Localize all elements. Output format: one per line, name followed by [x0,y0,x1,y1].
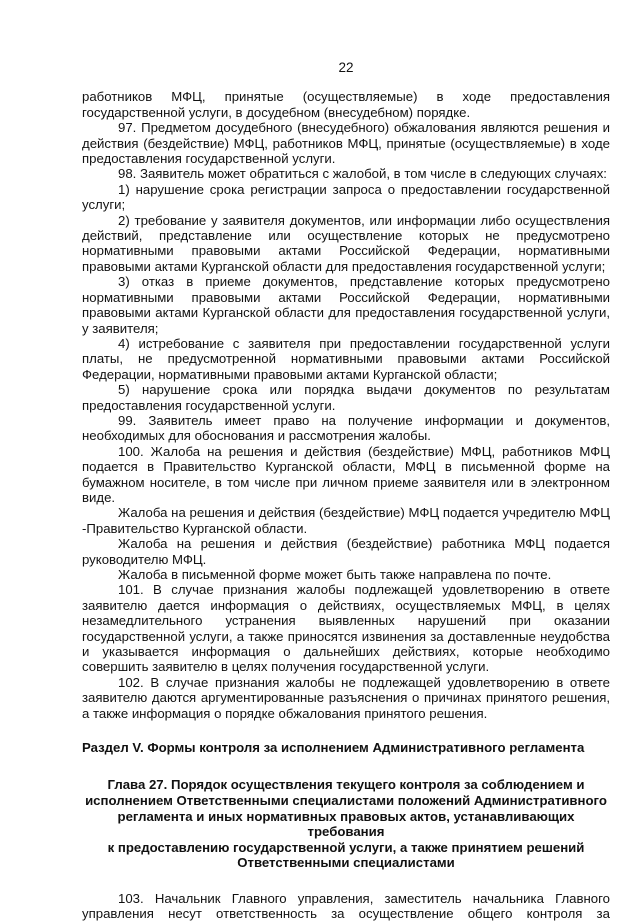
chapter-title [82,777,610,871]
document-page [82,60,610,922]
final-paragraph-first-line: 103. Начальник Главного управления, заместитель начальника Главного [118,891,610,907]
page-number: 22 [338,60,354,75]
paragraph: 98. Заявитель может обратиться с жалобой, в том числе в следующих случаях: [118,166,607,182]
chapter-title-line: регламента и иных нормативных правовых актов, устанавливающих требования [117,808,575,840]
chapter-title-line: Глава 27. Порядок осуществления текущего контроля за соблюдением и [107,777,585,793]
paragraph: 97. Предметом досудебного (внесудебного) обжалования являются решения и действия (бездействие) МФЦ, работников МФЦ, принятые (осуществляемые) в ходе предоставления государственной услуги. [82,120,610,167]
paragraph: 3) отказ в приеме документов, представление которых предусмотрено нормативными правовыми актами Российской Федерации, нормативными правовыми актами Курганской области для предоставления государственной услуги, у заявителя; [82,274,610,336]
word: за [596,906,610,922]
paragraph: работников МФЦ, принятые (осуществляемые) в ходе предоставления государственной услуги, в досудебном (внесудебном) порядке. [82,89,610,120]
section-title: Раздел V. Формы контроля за исполнением Административного регламента [82,740,585,756]
chapter-title-line: исполнением Ответственными специалистами положений Административного [85,793,607,809]
paragraphs-block [82,89,610,721]
paragraph: Жалоба в письменной форме может быть также направлена по почте. [118,567,552,582]
paragraph: 100. Жалоба на решения и действия (бездействие) МФЦ, работников МФЦ подается в Правительство Курганской области, МФЦ в письменной форме на бумажном носителе, в том числе при личном приеме заявителя или в электронном виде. [82,443,610,505]
paragraph: 2) требование у заявителя документов, или информации либо осуществления действий, представление или осуществление которых не предусмотрено нормативными правовыми актами Российской Федерации, нормативными правовыми актами Курганской области для предоставления государственной услуги; [82,212,610,274]
word: ответственность [216,906,318,922]
final-paragraph-last-line [82,906,610,921]
word: за [331,906,345,922]
paragraph: 5) нарушение срока или порядка выдачи документов по результатам предоставления государственной услуги. [82,382,610,413]
word: управления [82,906,154,922]
paragraph: 102. В случае признания жалобы не подлежащей удовлетворению в ответе заявителю даются аргументированные разъяснения о причинах принятого решения, а также информация о порядке обжалования принятого решения. [82,674,610,721]
chapter-title-line: Ответственными специалистами [237,855,455,871]
word: общего [467,906,513,922]
final-paragraph [82,891,610,922]
paragraph: Жалоба на решения и действия (бездействие) работника МФЦ подается руководителю МФЦ. [82,536,610,567]
paragraph: 4) истребование с заявителя при предоставлении государственной услуги платы, не предусмотренной нормативными правовыми актами Российской Федерации, нормативными правовыми актами Курганской области; [82,335,610,382]
paragraph: Жалоба на решения и действия (бездействие) МФЦ подается учредителю МФЦ -Правительство Курганской области. [82,505,610,536]
paragraph: 1) нарушение срока регистрации запроса о предоставлении государственной услуги; [82,181,610,213]
chapter-title-line: к предоставлению государственной услуги, а также принятием решений [107,839,585,855]
word: осуществление [358,906,454,922]
paragraph: 99. Заявитель имеет право на получение информации и документов, необходимых для обоснования и рассмотрения жалобы. [82,412,610,444]
paragraph: 101. В случае признания жалобы подлежащей удовлетворению в ответе заявителю дается информация о действиях, осуществляемых МФЦ, в целях незамедлительного устранения выявленных нарушений при оказании государственной услуги, а также приносятся извинения за доставленные неудобства и указывается информация о дальнейших действиях, которые необходимо совершить заявителю в целях получения государственной услуги. [82,582,610,675]
word: несут [168,906,202,922]
word: контроля [526,906,583,922]
